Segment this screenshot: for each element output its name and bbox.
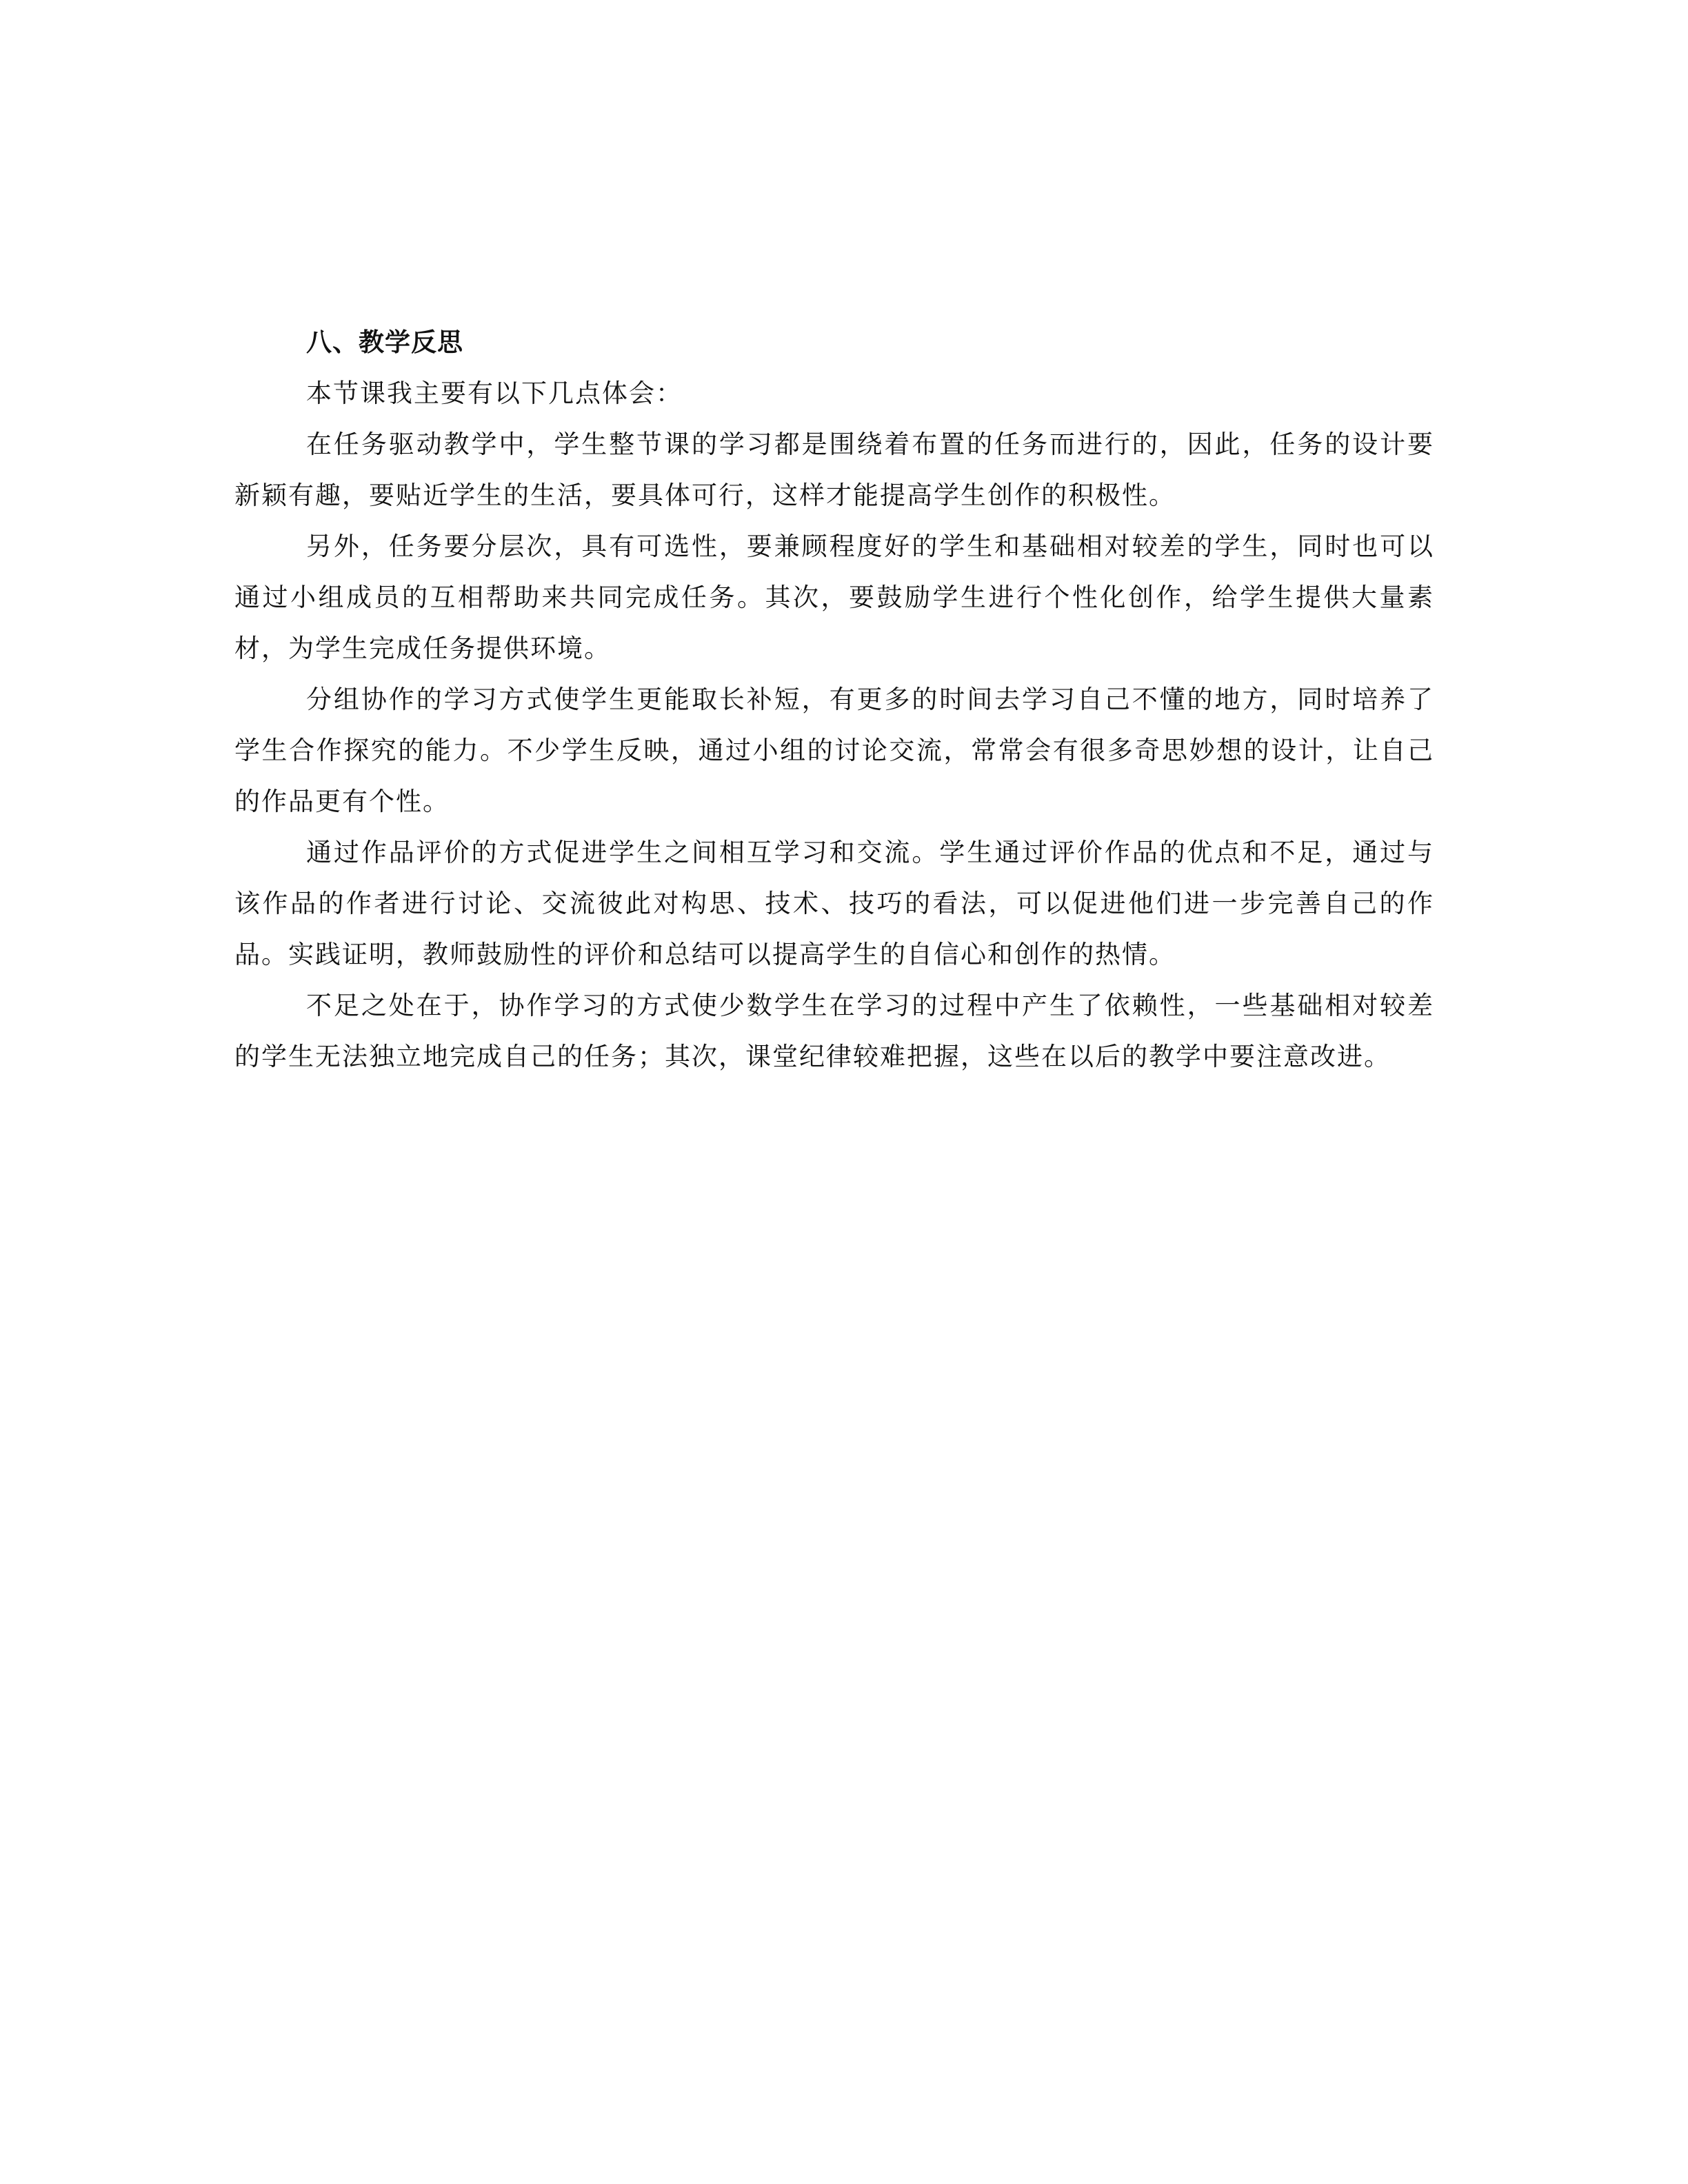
paragraph-shortcomings: 不足之处在于，协作学习的方式使少数学生在学习的过程中产生了依赖性，一些基础相对较差的学生无法独立地完成自己的任务；其次，课堂纪律较难把握，这些在以后的教学中要注意改进。 bbox=[234, 991, 1434, 1071]
paragraph-work-evaluation: 通过作品评价的方式促进学生之间相互学习和交流。学生通过评价作品的优点和不足，通过与该作品的作者进行讨论、交流彼此对构思、技术、技巧的看法，可以促进他们进一步完善自己的作品。实践证明，教师鼓励性的评价和总结可以提高学生的自信心和创作的热情。 bbox=[234, 838, 1434, 969]
paragraph-task-design: 在任务驱动教学中，学生整节课的学习都是围绕着布置的任务而进行的，因此，任务的设计要新颖有趣，要贴近学生的生活，要具体可行，这样才能提高学生创作的积极性。 bbox=[234, 429, 1434, 510]
paragraph-layered-tasks: 另外，任务要分层次，具有可选性，要兼顾程度好的学生和基础相对较差的学生，同时也可以通过小组成员的互相帮助来共同完成任务。其次，要鼓励学生进行个性化创作，给学生提供大量素材，为学生完成任务提供环境。 bbox=[234, 532, 1434, 663]
paragraph-group-collaboration: 分组协作的学习方式使学生更能取长补短，有更多的时间去学习自己不懂的地方，同时培养了学生合作探究的能力。不少学生反映，通过小组的讨论交流，常常会有很多奇思妙想的设计，让自己的作品更有个性。 bbox=[234, 685, 1434, 816]
section-heading: 八、教学反思 bbox=[306, 327, 463, 357]
document-body bbox=[234, 317, 1434, 1082]
paragraph-intro: 本节课我主要有以下几点体会： bbox=[306, 378, 683, 408]
